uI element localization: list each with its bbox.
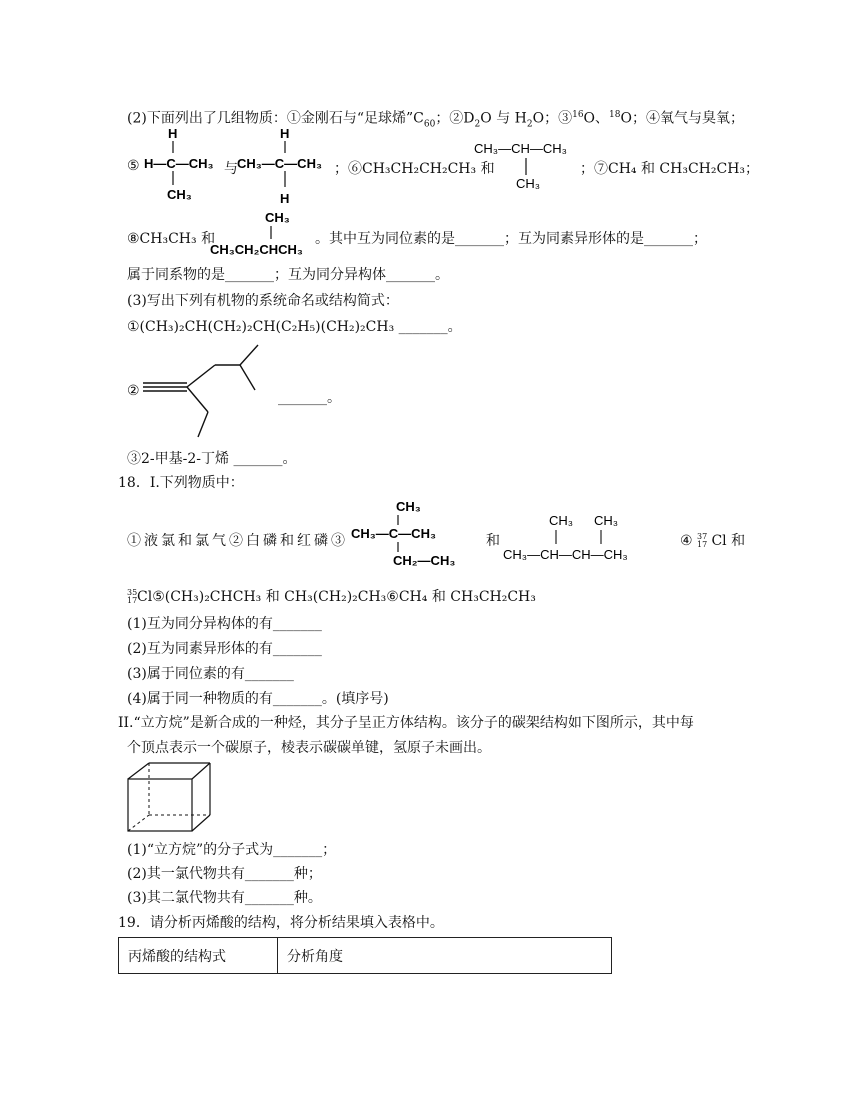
s8-top: CH₃ xyxy=(265,210,290,225)
s18b-mid: CH₃—CH—CH—CH₃ xyxy=(503,547,628,562)
table-header-analysis: 分析角度 xyxy=(287,949,343,965)
subscript: 2 xyxy=(526,119,533,130)
q18-q3: (3)属于同位素的有_______ xyxy=(127,666,294,682)
table-header-structure: 丙烯酸的结构式 xyxy=(119,938,278,973)
s5a-top: H xyxy=(168,126,178,141)
q18-item4 xyxy=(680,530,745,550)
text: O、 xyxy=(583,110,610,127)
structure-8 xyxy=(208,208,318,260)
s18b-top1: CH₃ xyxy=(549,513,574,528)
q18-part2-l1: II.“立方烷”是新合成的一种烃，其分子呈正方体结构。该分子的碳架结构如下图所示，其中每 xyxy=(118,715,694,731)
p3-item3: ③2-甲基-2-丁烯 _______。 xyxy=(127,451,297,467)
text: Cl 和 xyxy=(711,533,746,549)
q18-q1: (1)互为同分异构体的有_______ xyxy=(127,616,322,632)
q19-table xyxy=(118,937,612,974)
q18-c1: (1)“立方烷”的分子式为_______； xyxy=(127,842,337,858)
s6-bottom: CH₃ xyxy=(516,176,541,191)
q18-c3: (3)其二氯代物共有_______种。 xyxy=(127,890,322,906)
q18-title: 18．I.下列物质中： xyxy=(118,475,244,491)
text: O；④氧气与臭氧； xyxy=(620,110,744,127)
item5-label: ⑤ xyxy=(127,158,140,174)
text: ④ xyxy=(680,533,693,549)
cubane-cube-diagram xyxy=(125,760,215,835)
structure-18b xyxy=(503,510,673,568)
p3-item1: ①(CH₃)₂CH(CH₂)₂CH(C₂H₅)(CH₂)₂CH₃ _______。 xyxy=(127,319,462,335)
q18-c2: (2)其一氯代物共有_______种； xyxy=(127,866,322,882)
superscript: 18 xyxy=(609,110,621,120)
p3-item2-label: ② xyxy=(127,383,140,399)
q18-row1-and: 和 xyxy=(486,533,500,549)
s5b-top: H xyxy=(280,126,290,141)
mass-number: 35 xyxy=(127,588,138,597)
s5b-bottom: H xyxy=(280,191,290,206)
text: O；③ xyxy=(532,110,573,127)
s18a-top: CH₃ xyxy=(396,499,421,514)
text: Cl⑤(CH₃)₂CHCH₃ 和 CH₃(CH₂)₂CH₃⑥CH₄ 和 CH₃CH₂CH₃ xyxy=(137,589,536,605)
item7-text: ；⑦CH₄ 和 CH₃CH₂CH₃； xyxy=(580,161,760,177)
mass-number: 37 xyxy=(697,532,708,541)
q18-q2: (2)互为同素异形体的有_______ xyxy=(127,641,322,657)
q18-q4: (4)属于同一种物质的有_______。(填序号) xyxy=(127,691,389,707)
item8-label: ⑧CH₃CH₃ 和 xyxy=(127,231,216,247)
s5a-bottom: CH₃ xyxy=(167,187,192,202)
p3-item2-blank: _______。 xyxy=(278,390,341,406)
q-homolog-line: 属于同系物的是_______；互为同分异构体_______。 xyxy=(127,267,449,283)
structure-18a xyxy=(349,496,479,571)
q18-row1-text: ①液氯和氯气②白磷和红磷③ xyxy=(127,533,348,549)
isotope-cl37 xyxy=(697,533,707,549)
skeletal-structure-2 xyxy=(140,340,270,440)
item5-with: 与 xyxy=(224,161,238,177)
q18-row2 xyxy=(127,588,536,606)
s5a-mid: H—C—CH₃ xyxy=(144,156,214,171)
p3-title: (3)写出下列有机物的系统命名或结构简式： xyxy=(127,293,399,309)
atomic-number: 17 xyxy=(697,540,708,549)
s5b-mid: CH₃—C—CH₃ xyxy=(237,156,322,171)
s18a-bottom: CH₂—CH₃ xyxy=(393,553,456,568)
superscript: 16 xyxy=(572,110,584,120)
q19-title: 19．请分析丙烯酸的结构，将分析结果填入表格中。 xyxy=(118,915,444,931)
q-isotope-line: 。其中互为同位素的是_______；互为同素异形体的是_______； xyxy=(315,231,707,247)
text: (2)下面列出了几组物质：①金刚石与“足球烯”C xyxy=(127,110,424,127)
s8-bottom: CH₃CH₂CHCH₃ xyxy=(210,242,303,257)
isotope-cl35 xyxy=(127,589,137,605)
s18b-top2: CH₃ xyxy=(594,513,619,528)
text: O 与 H xyxy=(480,110,527,127)
subscript: 2 xyxy=(474,119,481,130)
structure-6 xyxy=(474,138,584,193)
s6-mid: CH₃—CH—CH₃ xyxy=(474,141,567,156)
s18a-mid: CH₃—C—CH₃ xyxy=(351,526,436,541)
text: ；②D xyxy=(435,110,475,127)
atomic-number: 17 xyxy=(127,596,138,605)
q18-part2-l2: 个顶点表示一个碳原子，棱表示碳碳单键，氢原子未画出。 xyxy=(127,740,491,756)
subscript: 60 xyxy=(423,119,436,130)
item6-text: ；⑥CH₃CH₂CH₂CH₃ 和 xyxy=(334,161,495,177)
